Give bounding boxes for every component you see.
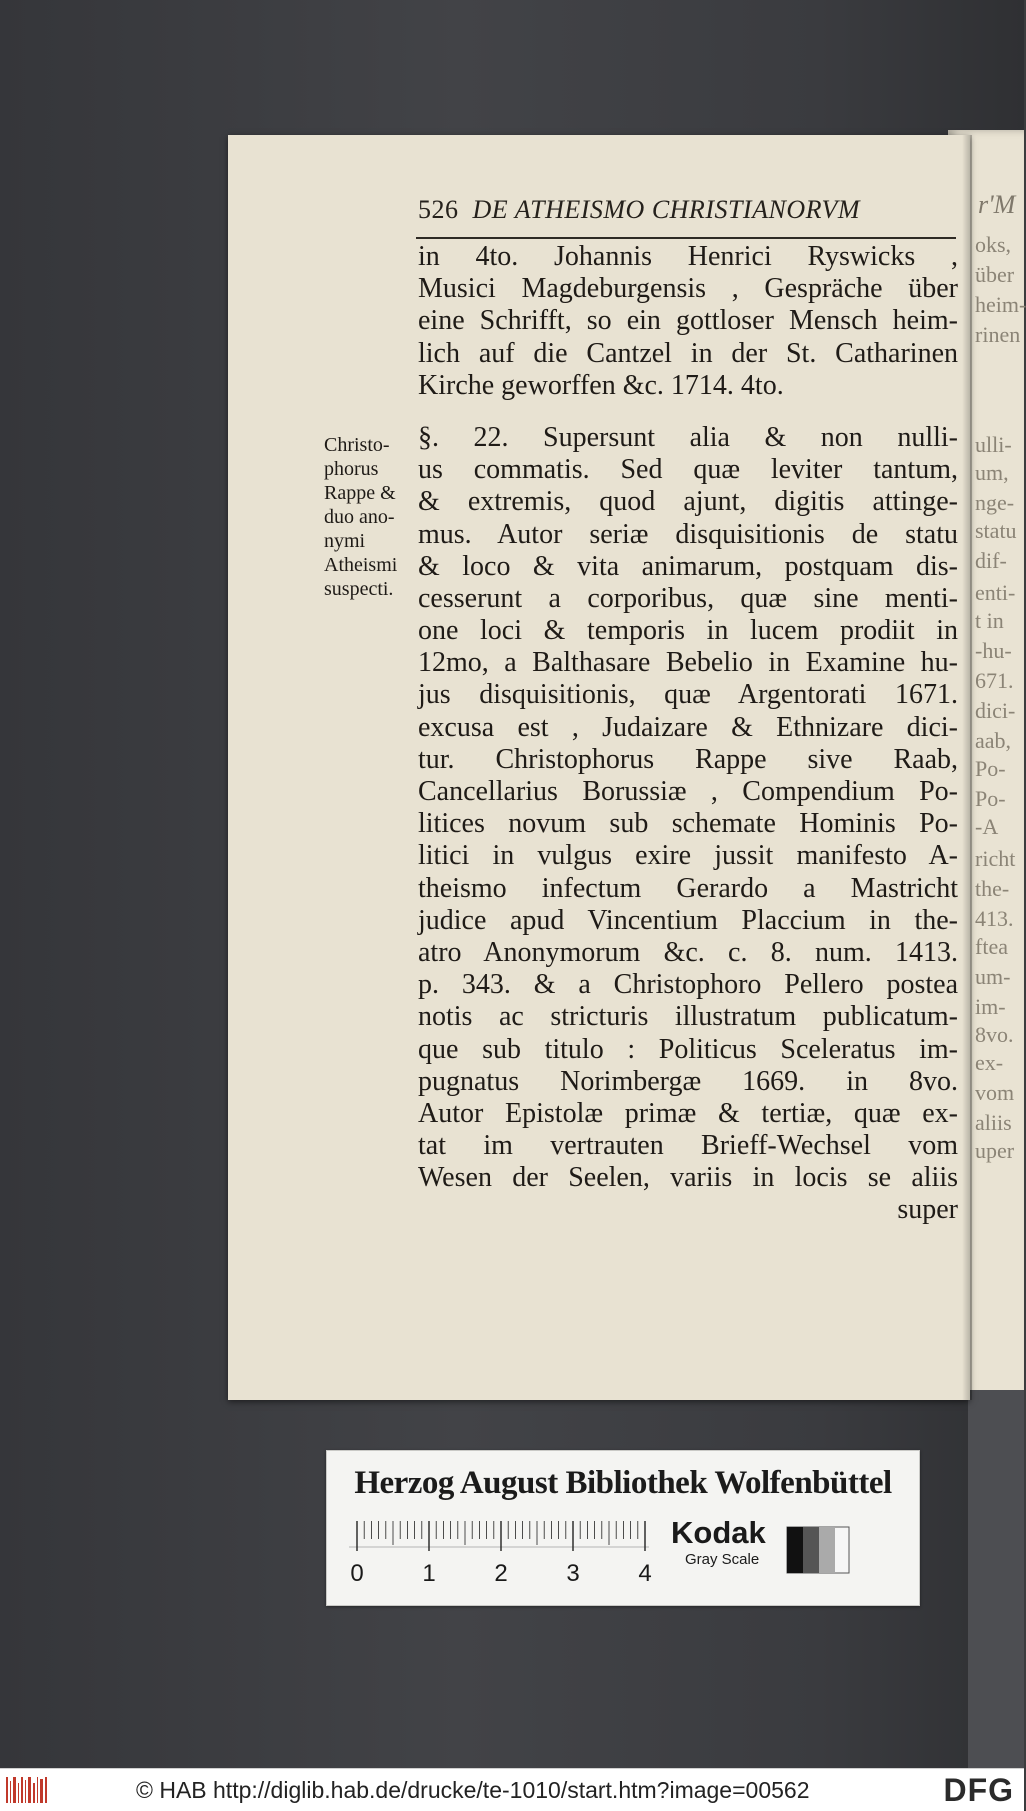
adjacent-page-line: 413.	[975, 906, 1014, 931]
adjacent-page-line: dici-	[975, 698, 1016, 723]
header-rule	[416, 237, 956, 239]
text-line: Kirche geworffen &c. 1714. 4to.	[418, 369, 784, 401]
ruler-number: 3	[566, 1560, 580, 1587]
adjacent-page-line: the-	[975, 876, 1010, 901]
text-line: Cancellarius Borussiæ , Compendium Po-	[418, 776, 958, 807]
text-line: tur. Christophorus Rappe sive Raab,	[418, 743, 958, 775]
text-line: pugnatus Norimbergæ 1669. in 8vo.	[418, 1065, 958, 1097]
text-line: in 4to. Johannis Henrici Ryswicks ,	[418, 241, 958, 272]
text-line: tat im vertrauten Brieff-Wechsel vom	[418, 1130, 958, 1162]
text-line: lich auf die Cantzel in der St. Catharinen	[418, 337, 958, 369]
text-line: judice apud Vincentium Placcium in the-	[418, 904, 958, 936]
marginal-note-line: phorus	[324, 458, 379, 480]
adjacent-page-line: oks,	[975, 232, 1012, 257]
barcode-icon	[6, 1775, 48, 1805]
adjacent-page-line: rinen	[975, 322, 1021, 347]
adjacent-page-line: aliis	[975, 1110, 1012, 1135]
adjacent-page-line: enti-	[975, 580, 1016, 605]
text-line: 12mo, a Balthasare Bebelio in Examine hu-	[418, 647, 958, 679]
text-line: us commatis. Sed quæ leviter tantum,	[418, 454, 958, 486]
running-title: DE ATHEISMO CHRISTIANORVM	[472, 195, 861, 224]
reference-card	[326, 1450, 920, 1606]
ruler-number: 2	[494, 1560, 508, 1587]
text-line: one loci & temporis in lucem prodiit in	[418, 615, 958, 647]
ruler-number: 4	[638, 1560, 652, 1587]
ruler-number: 1	[422, 1560, 436, 1587]
marginal-note-line: nymi	[324, 530, 366, 552]
dfg-logo: DFG	[943, 1772, 1014, 1808]
adjacent-page-head: r'M	[978, 190, 1016, 219]
text-line: que sub titulo : Politicus Sceleratus im-	[418, 1033, 958, 1065]
text-line: jus disquisitionis, quæ Argentorati 1671.	[418, 679, 958, 711]
adjacent-page-line: ulli-	[975, 432, 1012, 457]
adjacent-page-line: ex-	[975, 1050, 1004, 1075]
footer-credit[interactable]: © HAB http://diglib.hab.de/drucke/te-1010/start.htm?image=00562	[136, 1777, 810, 1803]
adjacent-page-line: über	[975, 262, 1015, 287]
ruler-number: 0	[350, 1560, 364, 1587]
adjacent-page-line: uper	[975, 1138, 1015, 1163]
marginal-note-line: Atheismi	[324, 554, 398, 576]
adjacent-page-line: vom	[975, 1080, 1015, 1105]
adjacent-page-line: Po-	[975, 786, 1006, 811]
text-line: §. 22. Supersunt alia & non nulli-	[418, 421, 958, 453]
adjacent-page-line: Po-	[975, 756, 1006, 781]
kodak-logo: Kodak	[671, 1515, 766, 1550]
text-line: notis ac stricturis illustratum publicatum-	[418, 1001, 958, 1033]
adjacent-page-line: ftea	[975, 934, 1008, 959]
adjacent-page-line: 671.	[975, 668, 1014, 693]
text-line: p. 343. & a Christophoro Pellero postea	[418, 969, 958, 1001]
marginal-note-line: Christo-	[324, 434, 390, 456]
text-line: & extremis, quod ajunt, digitis attinge-	[418, 486, 958, 518]
text-line: atro Anonymorum &c. c. 8. num. 1413.	[418, 936, 958, 968]
adjacent-page-line: t in	[975, 608, 1004, 633]
book-page	[228, 135, 970, 1400]
adjacent-page-line: -A	[975, 814, 999, 839]
adjacent-page-line: aab,	[975, 728, 1012, 753]
adjacent-page-line: -hu-	[975, 638, 1012, 663]
footer-bar	[0, 1768, 1024, 1811]
text-line: Wesen der Seelen, variis in locis se aliis	[418, 1162, 958, 1194]
page-number: 526	[418, 195, 459, 224]
adjacent-page-line: um,	[975, 460, 1009, 485]
adjacent-page-line: nge-	[975, 490, 1015, 515]
text-line: litices novum sub schemate Hominis Po-	[418, 808, 958, 840]
marginal-note	[324, 433, 420, 601]
marginal-note-line: duo ano-	[324, 506, 395, 528]
text-line: eine Schrifft, so ein gottloser Mensch heim-	[418, 305, 958, 337]
gray-scale-patch	[787, 1527, 849, 1573]
measurement-ruler	[349, 1521, 652, 1601]
adjacent-page-line: richt	[975, 846, 1016, 871]
text-line: excusa est , Judaizare & Ethnizare dici-	[418, 711, 958, 743]
text-line: litici in vulgus exire jussit manifesto A-	[418, 840, 958, 872]
adjacent-page-line: im-	[975, 994, 1006, 1019]
body-text	[418, 241, 958, 1227]
adjacent-page-line: statu	[975, 518, 1017, 543]
text-line: Musici Magdeburgensis , Gespräche über	[418, 273, 958, 305]
text-line: cesserunt a corporibus, quæ sine menti-	[418, 582, 958, 614]
marginal-note-line: Rappe &	[324, 482, 396, 504]
library-title: Herzog August Bibliothek Wolfenbüttel	[354, 1465, 892, 1501]
book-edge	[968, 1390, 1024, 1768]
gray-scale-label: Gray Scale	[685, 1551, 760, 1568]
adjacent-page-line: dif-	[975, 548, 1007, 573]
text-line: & loco & vita animarum, postquam dis-	[418, 550, 958, 582]
text-line: Autor Epistolæ primæ & tertiæ, quæ ex-	[418, 1097, 958, 1129]
text-line: mus. Autor seriæ disquisitionis de statu	[418, 518, 958, 550]
text-line: super	[897, 1194, 958, 1226]
adjacent-page-line: heim-	[975, 292, 1026, 317]
adjacent-page-line: 8vo.	[975, 1022, 1014, 1047]
text-line: theismo infectum Gerardo a Mastricht	[418, 872, 958, 904]
running-head	[418, 195, 948, 225]
marginal-note-line: suspecti.	[324, 578, 394, 600]
adjacent-page-line: um-	[975, 964, 1011, 989]
